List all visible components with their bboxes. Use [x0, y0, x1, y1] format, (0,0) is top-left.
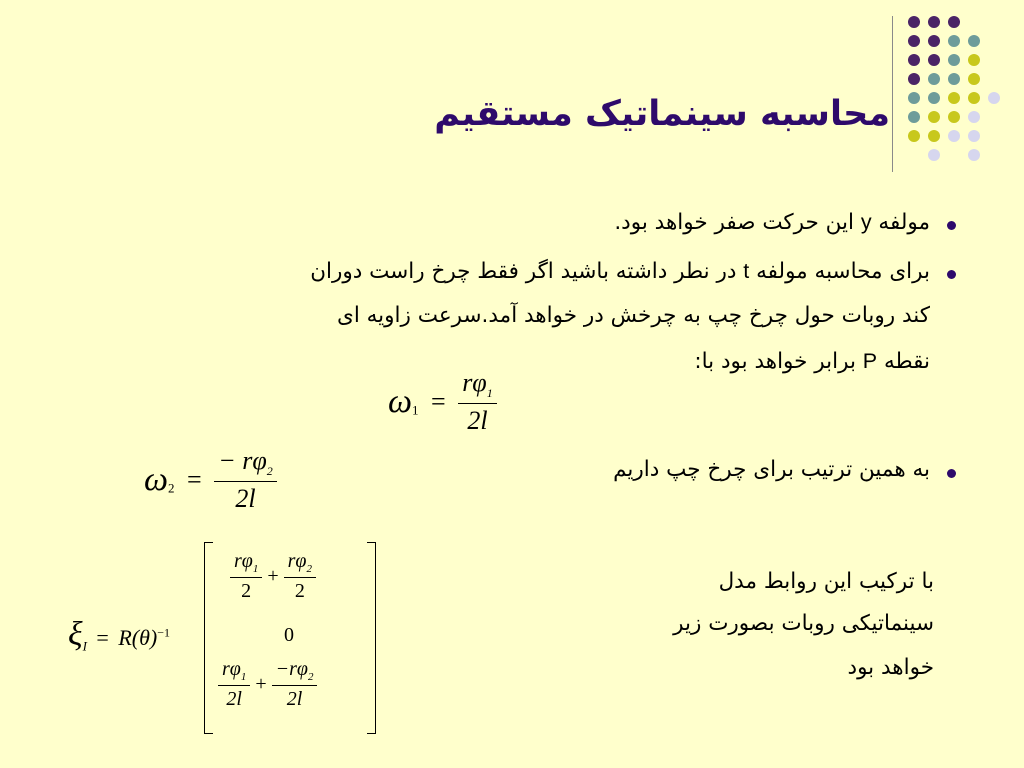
- paragraph-line-2: سینماتیکی روبات بصورت زیر: [673, 611, 934, 636]
- equals-sign: =: [96, 625, 109, 650]
- decorative-dot: [968, 111, 980, 123]
- decorative-dot: [908, 16, 920, 28]
- decorative-dot: [908, 35, 920, 47]
- decorative-dot: [968, 73, 980, 85]
- decorative-dot: [928, 35, 940, 47]
- decorative-dot: [948, 111, 960, 123]
- bullet-2-var-p: P: [862, 349, 878, 373]
- row3-fraction-a: [218, 658, 250, 711]
- bullet-3-text: به همین ترتیب برای چرخ چپ داریم: [613, 457, 930, 482]
- bullet-1-marker: [947, 221, 956, 230]
- decorative-dot: [968, 54, 980, 66]
- row1-fraction-b: [284, 550, 316, 603]
- decorative-dot: [928, 111, 940, 123]
- row3-a-den: 2l: [226, 688, 242, 710]
- decorative-dot: [948, 54, 960, 66]
- equals-sign: =: [187, 465, 202, 495]
- vector-row-3: [218, 658, 317, 711]
- omega1-num-sub: 1: [486, 386, 493, 401]
- omega2-num-sub: 2: [266, 464, 273, 479]
- row3-b-num: −rφ: [275, 658, 308, 680]
- left-bracket: [204, 542, 213, 734]
- omega-symbol: ω: [144, 461, 169, 499]
- equation-xi-lhs: [68, 616, 170, 654]
- decorative-dot: [948, 73, 960, 85]
- decorative-dot: [928, 54, 940, 66]
- omega2-subscript: 2: [168, 480, 175, 496]
- row1-fraction-a: [230, 550, 262, 603]
- fraction-bar: [458, 403, 497, 404]
- decorative-dot: [968, 92, 980, 104]
- bullet-2-line-3b: برابر خواهد بود با:: [694, 349, 856, 374]
- omega2-numerator: [214, 446, 277, 479]
- inverse-exponent: −1: [157, 625, 171, 640]
- decorative-dot: [908, 73, 920, 85]
- row1-b-sub: 2: [306, 563, 312, 575]
- row3-b-sub: 2: [307, 671, 314, 683]
- vector-row-1: [230, 550, 316, 603]
- bullet-1-var: y: [860, 210, 872, 234]
- bullet-2-line-1b: در نطر داشته باشید اگر فقط چرخ راست دوران: [310, 259, 737, 284]
- slide-title: محاسبه سینماتیک مستقیم: [434, 94, 890, 134]
- bullet-3-marker: [947, 469, 956, 478]
- xi-subscript: I: [82, 638, 87, 654]
- omega2-denominator: 2l: [235, 484, 256, 514]
- decorative-dot: [948, 35, 960, 47]
- dots: [908, 16, 1000, 161]
- row3-a-sub: 1: [240, 671, 247, 683]
- paragraph-line-3: خواهد بود: [847, 655, 934, 680]
- decorative-dot: [948, 130, 960, 142]
- fraction-bar: [284, 577, 316, 578]
- fraction-bar: [218, 685, 250, 686]
- equals-sign: =: [431, 387, 446, 417]
- decorative-dot: [928, 92, 940, 104]
- bullet-2-line-1a: برای محاسبه مولفه: [756, 259, 930, 284]
- row1-a-num: rφ: [234, 550, 253, 572]
- decorative-dot-grid: [908, 16, 1018, 166]
- bullet-2-var-t: t: [743, 259, 750, 283]
- row1-a-sub: 1: [252, 563, 259, 575]
- bullet-1-part2: این حرکت صفر خواهد بود.: [614, 210, 854, 235]
- omega1-denominator: 2l: [467, 406, 488, 436]
- paragraph-line-1: با ترکیب این روابط مدل: [718, 569, 934, 594]
- omega1-num-text: rφ: [462, 368, 487, 397]
- omega2-fraction: [214, 446, 277, 514]
- row1-b-num: rφ: [287, 550, 307, 572]
- omega1-subscript: 1: [412, 402, 419, 418]
- decorative-dot: [908, 130, 920, 142]
- decorative-dot: [968, 130, 980, 142]
- bullet-2-marker: [947, 270, 956, 279]
- row3-fraction-b: [272, 658, 318, 711]
- omega-symbol: ω: [388, 383, 413, 421]
- title-divider-line: [892, 16, 893, 172]
- omega1-numerator: [458, 368, 497, 401]
- decorative-dot: [968, 35, 980, 47]
- bullet-1-text: [614, 202, 930, 243]
- bullet-2-line-2: کند روبات حول چرخ چپ به چرخش در خواهد آمد.سرعت زاویه ای: [337, 303, 930, 328]
- row3-a-num: rφ: [222, 658, 241, 680]
- decorative-dot: [908, 111, 920, 123]
- omega2-num-text: − rφ: [218, 446, 267, 475]
- bullet-2-line-3a: نقطه: [883, 349, 930, 374]
- xi-symbol: ξ: [68, 616, 83, 653]
- plus-sign: +: [267, 565, 279, 587]
- rotation-matrix: R(θ): [118, 625, 158, 650]
- vector-row-2: 0: [284, 624, 294, 646]
- xi-vector: [204, 542, 376, 734]
- decorative-dot: [948, 16, 960, 28]
- decorative-dot: [928, 16, 940, 28]
- decorative-dot: [928, 149, 940, 161]
- row1-b-den: 2: [294, 580, 305, 602]
- decorative-dot: [968, 149, 980, 161]
- bullet-1-part1: مولفه: [878, 210, 930, 235]
- right-bracket: [367, 542, 376, 734]
- equation-omega-1: [388, 368, 497, 436]
- bullet-2-line-1: [310, 251, 930, 292]
- decorative-dot: [908, 54, 920, 66]
- decorative-dot: [928, 130, 940, 142]
- decorative-dot: [908, 92, 920, 104]
- fraction-bar: [230, 577, 262, 578]
- fraction-bar: [272, 685, 318, 686]
- row3-b-den: 2l: [286, 688, 303, 710]
- equation-omega-2: [144, 446, 277, 514]
- decorative-dot: [928, 73, 940, 85]
- fraction-bar: [214, 481, 277, 482]
- decorative-dot: [948, 92, 960, 104]
- plus-sign: +: [255, 673, 267, 695]
- decorative-dot: [988, 92, 1000, 104]
- omega1-fraction: [458, 368, 497, 436]
- row1-a-den: 2: [241, 580, 252, 602]
- bullet-2-line-3: [694, 341, 930, 382]
